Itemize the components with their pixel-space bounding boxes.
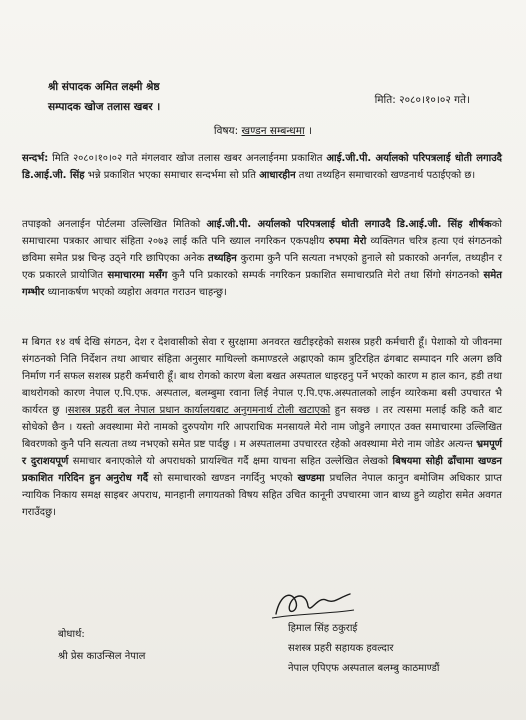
subject-text: खण्डन सम्बन्धमा — [241, 125, 305, 137]
paragraph-reference — [22, 150, 502, 184]
text-run: हुन सक्छ । तर त्यसमा मलाई कहि कतै बाट सोधेको छैन । यस्तो अवस्थामा मेरो नामको दुरुपयोग गरि आपराधिक मनसायले मेरो नाम जोडुने लगाएत उक्त समाचारमा उल्लिखित बिवरणको कुनै पनि सत्यता तथ्य नभएको समेत प्रष्ट पार्दछु । म अस्पतालमा उपचाररत रहेको अवस्थामा मेरो नाम जोडेर अत्यन्त — [22, 405, 502, 450]
text-run: प्रचलित नेपाल कानुन बमोजिम अधिकार प्राप्त न्यायिक निकाय समक्ष साइबर अपराध, मानहानी लगायतको विषय सहित उचित कानूनी उपचारमा जान बाध्य हुने व्यहोरा समेत अवगत गराउँदछु। — [22, 473, 502, 518]
text-run: व्यक्तिगत चरित्र हत्या एवं संगठनको छविमा समेत प्रश्न चिन्ह उठ्ने गरि छापिएका अनेक — [22, 236, 502, 264]
text-run: कुनै पनि प्रकारको सम्पर्क नगरिकन प्रकाशित समाचारप्रति मेरो तथा सिंगो संगठनको — [167, 270, 484, 281]
cc-organization: श्री प्रेस काउन्सिल नेपाल — [58, 651, 146, 662]
letter-date: मिति: २०८०।१०।०२ गते। — [374, 94, 470, 106]
text-run: भन्ने प्रकाशित भएका समाचार सन्दर्भमा सो प्रति — [84, 170, 260, 181]
recipient-line-1: श्री संपादक अमित लक्ष्मी श्रेष्ठ — [48, 81, 160, 93]
subject-prefix: विषय: — [213, 125, 239, 137]
text-run: म बिगत १४ वर्ष देखि संगठन, देश र देशवासीको सेवा र सुरक्षामा अनवरत खटीइरहेको सशस्त्र प्रहरी कर्मचारी हूँ। पेशाको यो जीवनमा संगठनको निति निर्देशन तथा आचार संहिता अनुसार माथिल्लो कमाण्डरले अह्राएको काम त्रुटिरहित ढंगबाट सम्पादन गरि अलग छवि निर्माण गर्न सफल सशस्त्र प्रहरी कर्मचारी हूँ। बाथ रोगको कारण बेला बखत अस्पताल धाइरहनु पर्ने भएको कारण म हाल कान, हडी तथा बाथरोगको कारण नेपाल ए.पि.एफ. अस्पताल, बलम्बुमा रवाना लिई नेपाल ए.पि.एफ.अस्पतालको लाईन व्यारेकमा बसी उपचारत भै कार्यरत छु । — [22, 337, 502, 416]
recipient-line-2: सम्पादक खोज तलास खबर । — [48, 101, 161, 113]
bold-run: भ्रमपूर्ण र दुराशयपूर्ण — [22, 439, 502, 467]
bold-run: बिषयमा सोही ढाँचामा खण्डन प्रकाशित गरिदिन हुन अनुरोध गर्दै — [22, 456, 502, 484]
bold-run: रुपमा मेरो — [328, 236, 367, 247]
cc-label: बोधार्थ: — [58, 629, 85, 640]
text-run: तपाइको अनलाईन पोर्टलमा उल्लिखित मितिको — [22, 219, 207, 230]
bold-run: समेत गम्भीर — [22, 270, 502, 298]
paragraph-statement — [22, 334, 502, 521]
text-run: तथा तथ्यहिन समाचारको खण्डनार्थ पठाईएको छ। — [295, 170, 476, 181]
text-run: को समाचारमा पत्रकार आचार संहिता २०७३ लाई कति पनि ख्याल नगरिकन एकपक्षीय — [22, 219, 503, 247]
text-run: ध्यानाकर्षण भएको व्यहोरा अवगत गराउन चाहन्छु। — [44, 287, 227, 298]
bold-run: आधारहीन — [259, 170, 296, 181]
subject-line — [0, 124, 526, 138]
sender-rank: सशस्त्र प्रहरी सहायक हवल्दार — [288, 643, 394, 654]
text-run: सो समाचारको खण्डन नगर्दिनु भएको — [148, 473, 298, 484]
bold-run: खण्डमा — [297, 473, 325, 484]
subject-suffix: । — [308, 125, 313, 137]
text-run: मिति २०८०।१०।०२ गते मंगलवार खोज तलास खबर अनलाईनमा प्रकाशित — [48, 153, 327, 164]
paragraph-complaint — [22, 216, 502, 301]
sender-name: हिमाल सिंह ठकुराई — [288, 623, 358, 634]
text-run: समाचार बनाएकोले यो अपराधको प्रायश्चित गर्दै क्षमा याचना सहित उल्लेखित लेखको — [68, 456, 393, 467]
text-run: कुरामा कुनै पनि सत्यता नभएको हुनाले सो प्रकारको अनर्गल, तथ्यहीन र एक प्रकारले प्रायोजित — [22, 253, 503, 281]
reference-label: सन्दर्भ: — [22, 153, 49, 164]
bold-run: समाचारमा मसँग — [107, 270, 168, 281]
bold-run: तथ्यहिन — [208, 253, 237, 264]
sender-organization: नेपाल एपिएफ अस्पताल बलम्बु काठमाण्डौं — [288, 663, 440, 674]
bold-run: आई.जी.पी. अर्यालको परिपत्रलाई धोती लगाउदै डि.आई.जी. सिंह — [22, 153, 502, 181]
bold-run: आई.जी.पी. अर्यालको परिपत्रलाई धोती लगाउदै डि.आई.जी. सिंह शीर्षक — [206, 219, 492, 230]
underlined-run: सशस्त्र प्रहरी बल नेपाल प्रधान कार्यालयबाट अनुगमनार्थ टोली खटाएको — [67, 405, 331, 416]
